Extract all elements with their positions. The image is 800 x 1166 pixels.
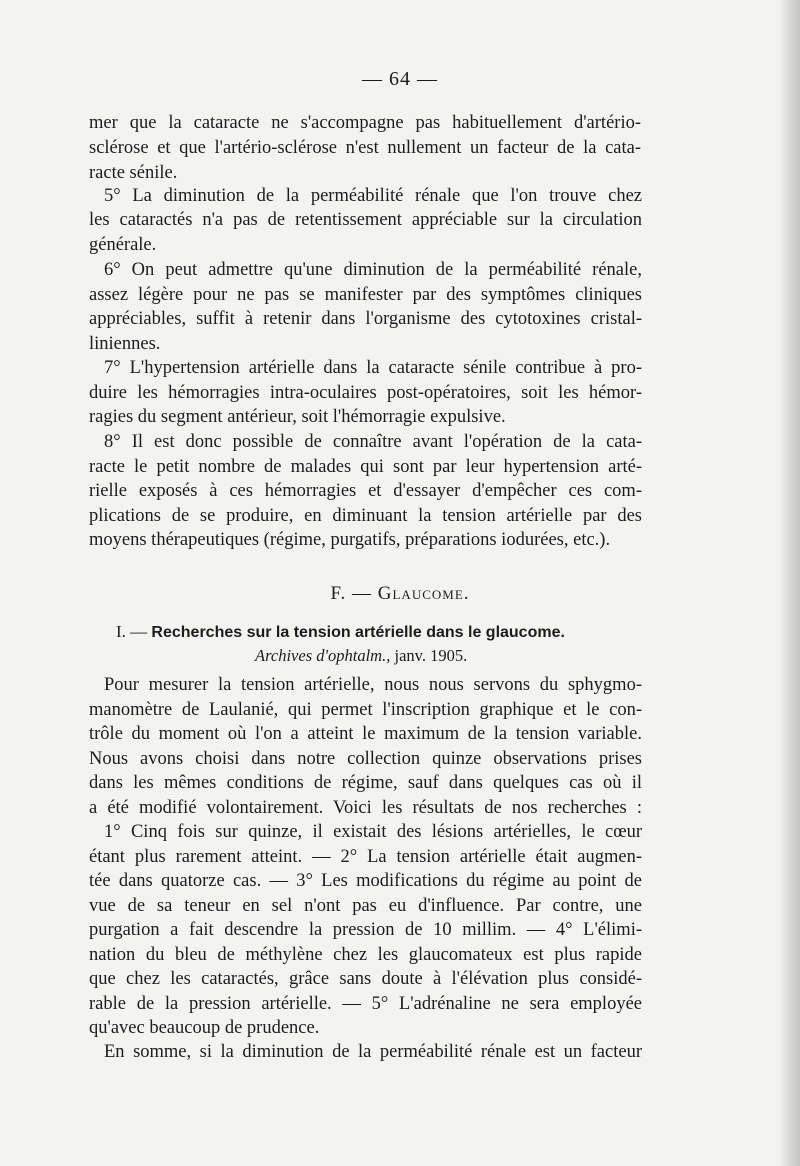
text-line: Pour mesurer la tension artérielle, nous nous servons du sphygmo- (104, 675, 642, 695)
text-line: qu'avec beaucoup de prudence. (89, 1018, 320, 1038)
text-line: appréciables, suffit à retenir dans l'organisme des cytotoxines cristal- (89, 309, 642, 329)
text-line: vue de sa teneur en sel n'ont pas eu d'influence. Par contre, une (89, 896, 642, 916)
citation-date: janv. 1905. (394, 646, 468, 665)
text-line: mer que la cataracte ne s'accompagne pas habituellement d'artério- (89, 113, 641, 133)
text-line: plications de se produire, en diminuant la tension artérielle par des (89, 506, 642, 526)
text-line: Nous avons choisi dans notre collection quinze observations prises (89, 749, 642, 769)
subsection-heading (116, 622, 565, 642)
section-letter: F. — (330, 583, 373, 604)
text-line: liniennes. (89, 334, 161, 354)
section-heading (0, 583, 800, 605)
text-line: trôle du moment où l'on a atteint le maximum de la tension variable. (89, 724, 642, 744)
text-line: assez légère pour ne pas se manifester par des symptômes cliniques (89, 285, 642, 305)
subsection-title: Recherches sur la tension artérielle dans le glaucome. (151, 624, 565, 641)
section-title: Glaucome. (377, 583, 470, 604)
page-number: — 64 — (362, 68, 438, 90)
text-line: étant plus rarement atteint. — 2° La tension artérielle était augmen- (89, 847, 642, 867)
text-line: 6° On peut admettre qu'une diminution de la perméabilité rénale, (104, 260, 642, 280)
text-line: sclérose et que l'artério-sclérose n'est nullement un facteur de la cata- (89, 138, 641, 158)
text-line: que chez les cataractés, grâce sans doute à l'élévation plus considé- (89, 969, 642, 989)
subsection-number: I. — (116, 622, 148, 641)
text-line: les cataractés n'a pas de retentissement appréciable sur la circulation (89, 210, 642, 230)
text-line: rable de la pression artérielle. — 5° L'adrénaline ne sera employée (89, 994, 642, 1014)
text-line: moyens thérapeutiques (régime, purgatifs, préparations iodurées, etc.). (89, 530, 611, 550)
text-line: tée dans quatorze cas. — 3° Les modifications du régime au point de (89, 871, 642, 891)
text-line: En somme, si la diminution de la perméabilité rénale est un facteur (104, 1042, 642, 1062)
text-line: dans les mêmes conditions de régime, sauf dans quelques cas où il (89, 773, 642, 793)
citation-journal: Archives d'ophtalm., (255, 646, 391, 665)
text-line: racte le petit nombre de malades qui sont par leur hypertension arté- (89, 457, 642, 477)
text-line: manomètre de Laulanié, qui permet l'inscription graphique et le con- (89, 700, 642, 720)
text-line: a été modifié volontairement. Voici les résultats de nos recherches : (89, 798, 642, 818)
text-line: ragies du segment antérieur, soit l'hémorragie expulsive. (89, 407, 506, 427)
text-line: duire les hémorragies intra-oculaires post-opératoires, soit les hémor- (89, 383, 642, 403)
text-line: racte sénile. (89, 163, 178, 183)
text-line: purgation a fait descendre la pression de 10 millim. — 4° L'élimi- (89, 920, 642, 940)
text-line: 5° La diminution de la perméabilité rénale que l'on trouve chez (104, 186, 642, 206)
text-line: 1° Cinq fois sur quinze, il existait des lésions artérielles, le cœur (104, 822, 642, 842)
text-line: 7° L'hypertension artérielle dans la cataracte sénile contribue à pro- (104, 358, 642, 378)
text-line: 8° Il est donc possible de connaître avant l'opération de la cata- (104, 432, 642, 452)
text-line: rielle exposés à ces hémorragies et d'essayer d'empêcher ces com- (89, 481, 642, 501)
text-line: nation du bleu de méthylène chez les glaucomateux est plus rapide (89, 945, 642, 965)
citation (255, 646, 467, 666)
text-line: générale. (89, 235, 157, 255)
